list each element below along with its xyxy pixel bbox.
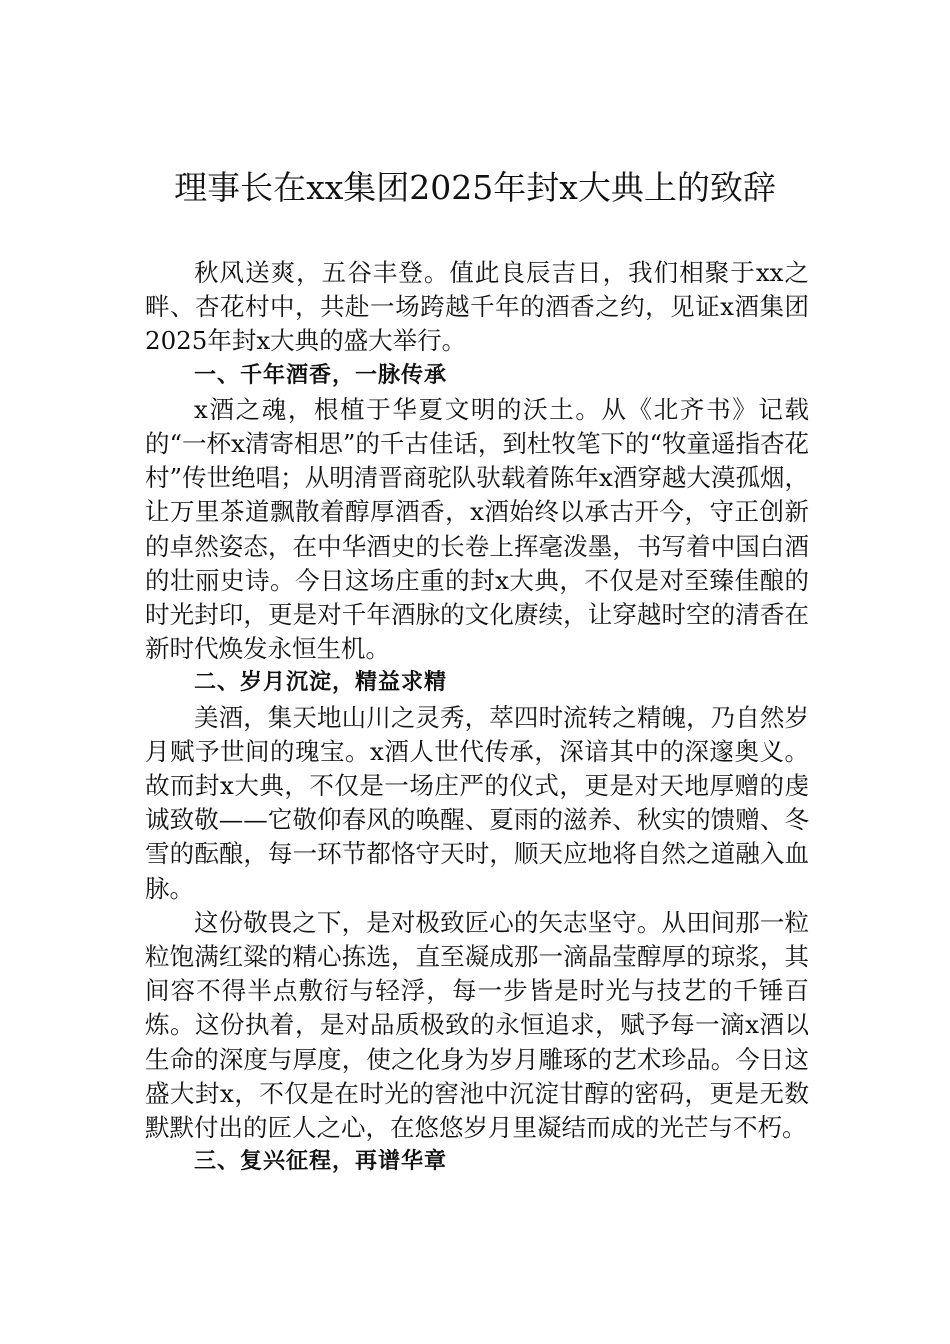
section-heading-2: 二、岁月沉淀，精益求精: [194, 670, 448, 696]
section-2-paragraph-1: 美酒，集天地山川之灵秀，萃四时流转之精魄，乃自然岁月赋予世间的瑰宝。x酒人世代传承，深谙其中的深邃奥义。故而封x大典，不仅是一场庄严的仪式，更是对天地厚赠的虔诚致敬——它敬仰春风的唤醒、夏雨的滋养、秋实的馈赠、冬雪的酝酿，每一环节都恪守天时，顺天应地将自然之道融入血脉。: [145, 702, 809, 903]
section-heading-3: 三、复兴征程，再谱华章: [194, 1149, 448, 1175]
section-1-paragraph: x酒之魂，根植于华夏文明的沃土。从《北齐书》记载的“一杯x清寄相思”的千古佳话，到杜牧笔下的“牧童遥指杏花村”传世绝唱；从明清晋商驼队驮载着陈年x酒穿越大漠孤烟，让万里茶道飘散着醇厚酒香，x酒始终以承古开今，守正创新的卓然姿态，在中华酒史的长卷上挥毫泼墨，书写着中国白酒的壮丽史诗。今日这场庄重的封x大典，不仅是对至臻佳酿的时光封印，更是对千年酒脉的文化赓续，让穿越时空的清香在新时代焕发永恒生机。: [145, 394, 809, 664]
document-body: [145, 256, 809, 1179]
section-heading-1: 一、千年酒香，一脉传承: [194, 362, 448, 388]
intro-paragraph: 秋风送爽，五谷丰登。值此良辰吉日，我们相聚于xx之畔、杏花村中，共赴一场跨越千年的酒香之约，见证x酒集团2025年封x大典的盛大举行。: [145, 258, 809, 356]
document-title: 理事长在xx集团2025年封x大典上的致辞: [174, 168, 776, 207]
section-2-paragraph-2: 这份敬畏之下，是对极致匠心的矢志坚守。从田间那一粒粒饱满红粱的精心拣选，直至凝成那一滴晶莹醇厚的琼浆，其间容不得半点敷衍与轻浮，每一步皆是时光与技艺的千锤百炼。这份执着，是对品质极致的永恒追求，赋予每一滴x酒以生命的深度与厚度，使之化身为岁月雕琢的艺术珍品。今日这盛大封x，不仅是在时光的窖池中沉淀甘醇的密码，更是无数默默付出的匠人之心，在悠悠岁月里凝结而成的光芒与不朽。: [145, 907, 809, 1143]
